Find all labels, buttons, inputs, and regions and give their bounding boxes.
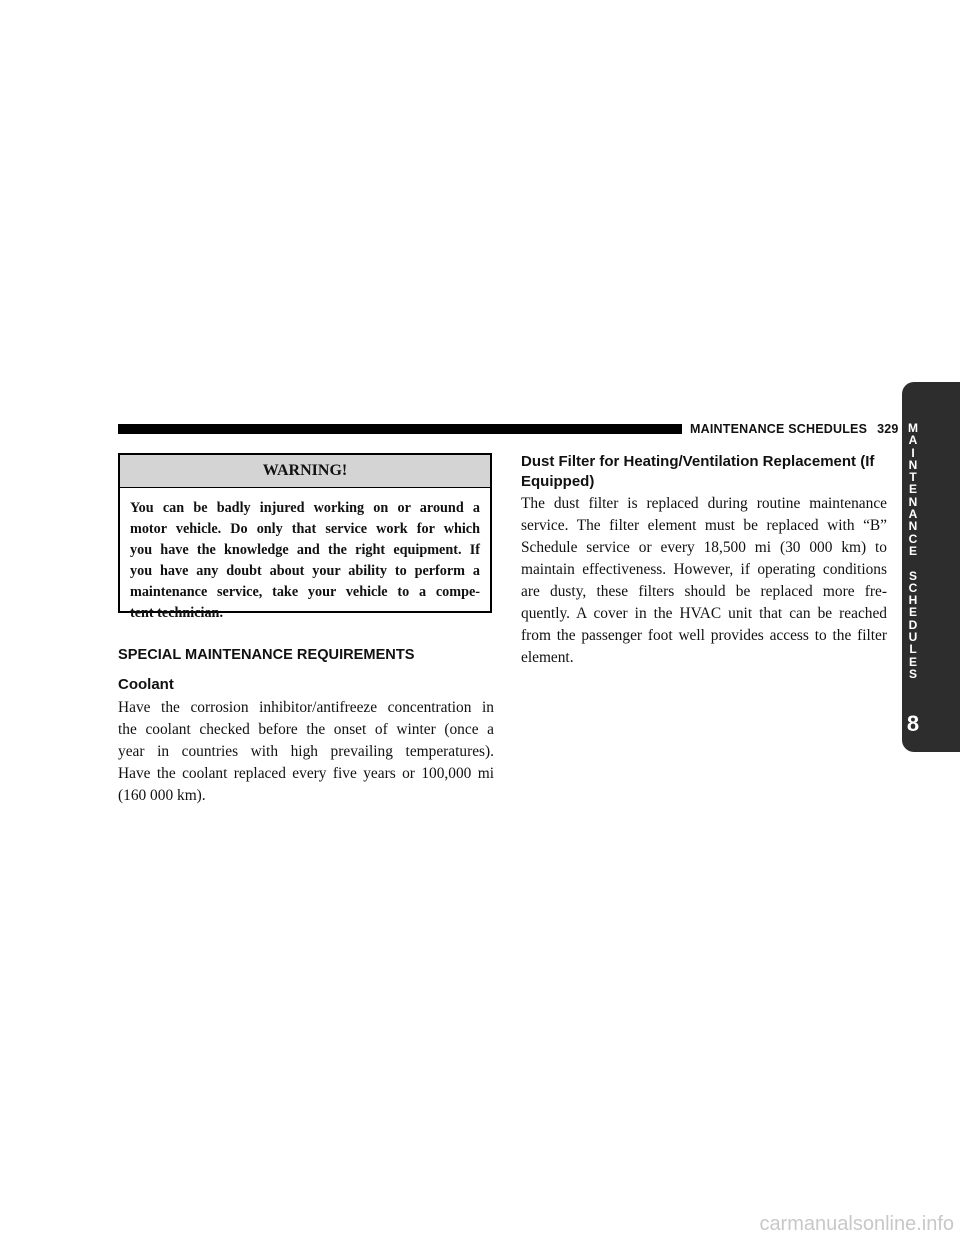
chapter-tab[interactable] <box>902 382 960 752</box>
coolant-heading: Coolant <box>118 676 174 693</box>
warning-line: motor vehicle. Do only that service work for which <box>130 521 480 537</box>
coolant-line: the coolant checked before the onset of winter (once a <box>118 721 494 738</box>
coolant-line: Have the corrosion inhibitor/antifreeze concentration in <box>118 699 494 716</box>
warning-line: maintenance service, take your vehicle to a compe- <box>130 584 480 600</box>
chapter-tab-letter: S <box>908 568 917 583</box>
page-number: 329 <box>877 422 899 436</box>
watermark-text[interactable]: carmanualsonline.info <box>759 1213 954 1235</box>
chapter-tab-letter: M <box>908 421 918 435</box>
coolant-line: Have the coolant replaced every five years or 100,000 mi <box>118 765 494 782</box>
chapter-number: 8 <box>906 711 920 736</box>
coolant-line: year in countries with high prevailing temperatures). <box>118 743 494 760</box>
section-title: SPECIAL MAINTENANCE REQUIREMENTS <box>118 647 415 663</box>
warning-line: you have the knowledge and the right equipment. If <box>130 542 480 558</box>
running-header <box>690 420 899 438</box>
chapter-tab-letter: E <box>908 543 917 558</box>
chapter-tab-letter: N <box>908 519 918 534</box>
chapter-tab-letter: D <box>908 617 918 632</box>
coolant-line: (160 000 km). <box>118 787 206 804</box>
chapter-tab-letters <box>902 422 924 680</box>
header-rule <box>118 424 682 434</box>
chapter-tab-letter: A <box>908 433 918 448</box>
warning-line: You can be badly injured working on or around a <box>130 500 480 516</box>
chapter-tab-letter: E <box>908 654 917 669</box>
dust-line: element. <box>521 649 574 666</box>
warning-heading: WARNING! <box>120 455 490 488</box>
chapter-tab-letter: E <box>908 482 917 497</box>
dust-line: maintain effectiveness. However, if operating conditions <box>521 561 887 578</box>
warning-box <box>118 453 492 621</box>
dust-filter-heading-line: Dust Filter for Heating/Ventilation Replacement (If <box>521 453 875 470</box>
coolant-paragraph <box>118 697 494 807</box>
dust-line: from the passenger foot well provides access to the filter <box>521 627 887 644</box>
chapter-tab-letter: S <box>908 666 917 681</box>
chapter-tab-letter: I <box>911 445 915 460</box>
chapter-tab-letter: N <box>908 494 918 509</box>
dust-line: Schedule service or every 18,500 mi (30 000 km) to <box>521 539 887 556</box>
header-title: MAINTENANCE SCHEDULES <box>690 422 868 436</box>
dust-line: quently. A cover in the HVAC unit that can be reached <box>521 605 887 622</box>
chapter-tab-letter: U <box>908 630 918 645</box>
dust-filter-paragraph <box>521 493 887 669</box>
warning-line: you have any doubt about your ability to perform a <box>130 563 480 579</box>
chapter-tab-letter: H <box>908 593 918 608</box>
dust-line: The dust filter is replaced during routine maintenance <box>521 495 887 512</box>
warning-text <box>120 488 490 624</box>
chapter-tab-letter <box>902 557 924 569</box>
chapter-tab-letter: E <box>908 605 917 620</box>
dust-filter-heading <box>521 452 887 492</box>
dust-line: service. The filter element must be replaced with “B” <box>521 517 887 534</box>
chapter-tab-letter: N <box>908 457 918 472</box>
dust-line: are dusty, these filters should be replaced more fre- <box>521 583 887 600</box>
warning-line: tent technician. <box>130 605 223 621</box>
chapter-tab-letter: L <box>909 642 917 657</box>
chapter-tab-letter: C <box>908 580 918 595</box>
chapter-tab-letter: A <box>908 507 918 522</box>
chapter-tab-letter: T <box>909 470 917 485</box>
dust-filter-heading-line: Equipped) <box>521 473 595 490</box>
chapter-tab-letter: C <box>908 531 918 546</box>
